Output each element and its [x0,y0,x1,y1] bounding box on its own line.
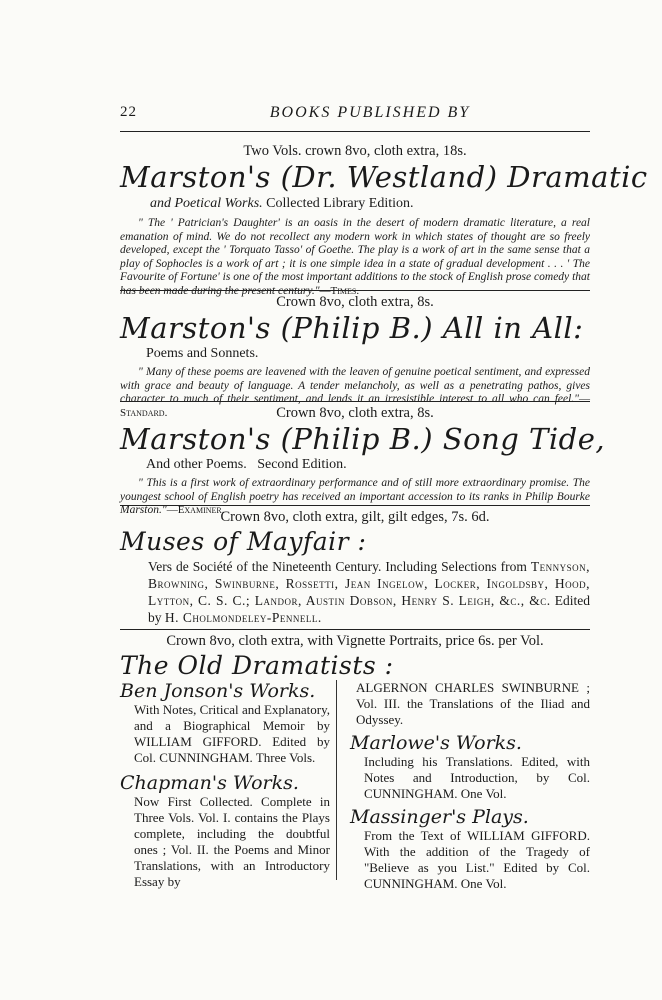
entry-title: Marston's (Philip B.) All in All: [120,311,584,345]
edited-by: Edited by [148,593,591,625]
divider-rule [120,629,590,630]
divider-rule [120,505,590,506]
entry-quote [120,217,590,299]
editor-name: H. Cholmondeley-Pennell. [164,610,322,625]
entry-marston-westland [120,142,648,299]
chapman-continued: ALGERNON CHARLES SWINBURNE ; Vol. III. the Translations of the Iliad and Odyssey. [356,680,590,727]
chapman-text: Now First Collected. Complete in Three Vols. Vol. I. contains the Plays complete, including the doubtful ones ; Vol. II. the Poems and Minor Translations, with an Introductory Essay by [134,794,330,889]
entry-format: Crown 8vo, cloth extra, with Vignette Portraits, price 6s. per Vol. [166,633,544,649]
entry-format: Crown 8vo, cloth extra, gilt, gilt edges, 7s. 6d. [220,509,490,525]
chapman-title: Chapman's Works. [120,772,299,794]
entry-subtitle: And other Poems. Second Edition. [146,457,347,472]
page-number: 22 [120,104,137,120]
entry-title: The Old Dramatists : [120,651,394,680]
divider-rule [120,290,590,291]
running-head [120,104,590,126]
entry-subtitle: Poems and Sonnets. [146,346,259,361]
divider-rule [120,401,590,402]
entry-format: Crown 8vo, cloth extra, 8s. [276,294,434,310]
entry-title: Marston's (Dr. Westland) Dramatic [120,160,648,194]
right-column [350,680,590,892]
entry-marston-song-tide [120,404,606,518]
entry-description [120,558,590,626]
column-divider [336,680,337,880]
quote-text: " The ' Patrician's Daughter' is an oasis in the desert of modern dramatic literature, a real emanation of mind. We do not recollect any modern work in which states of thought are so freely developed, except the ' Torquato Tasso' of Goethe. The play is a work of art in the same sense that a play of Sophocles is a work of art ; it is one simple idea in a state of gradual development . . . ' The Favourite of Fortune' is one of the most important additions to the stock of English prose comedy that has been made during the present century." [120,217,590,297]
marlowe-title: Marlowe's Works. [350,732,522,754]
massinger-title: Massinger's Plays. [350,806,529,828]
subtitle-rest: Collected Library Edition. [266,196,414,211]
quote-source: —Examiner. [166,504,225,517]
description-text: Vers de Société of the Nineteenth Century. Including Selections from [148,559,531,574]
jonson-text: With Notes, Critical and Explanatory, and a Biographical Memoir by WILLIAM GIFFORD. Edited by Col. CUNNINGHAM. Three Vols. [134,702,330,765]
poet-names: Tennyson, Browning, Swinburne, Rossetti, Jean Ingelow, Locker, Ingoldsby, Hood, Lytton, C. S. C.; Landor, Austin Dobson, Henry S. Leigh, &c., &c. [148,559,590,608]
jonson-title: Ben Jonson's Works. [120,680,316,702]
entry-title: Muses of Mayfair : [120,527,367,556]
entry-format: Two Vols. crown 8vo, cloth extra, 18s. [243,143,467,159]
massinger-text: From the Text of WILLIAM GIFFORD. With the addition of the Tragedy of "Believe as you List." Edited by Col. CUNNINGHAM. One Vol. [364,828,590,891]
entry-title: Marston's (Philip B.) Song Tide, [120,422,606,456]
quote-source: —Times. [319,284,360,297]
entry-muses-of-mayfair [120,508,590,626]
quote-source: —Standard. [120,393,590,419]
quote-text: " This is a first work of extraordinary performance and of still more extraordinary promise. The youngest school of English poetry has received an important accession to its ranks in Philip Bourke Marston." [120,477,590,517]
left-column [120,680,330,890]
quote-text: " Many of these poems are leavened with the leaven of genuine poetical sentiment, and expressed with grace and beauty of language. A tender melancholy, as well as a penetrating pathos, gives character to much of their sentiment, and lends it an irresistible interest to all who can feel." [120,366,590,406]
running-title: BOOKS PUBLISHED BY [269,104,471,121]
entry-format: Crown 8vo, cloth extra, 8s. [276,405,434,421]
marlowe-text: Including his Translations. Edited, with Notes and Introduction, by Col. CUNNINGHAM. One Vol. [364,754,590,801]
subtitle-italic: and Poetical Works. [150,196,263,211]
entry-old-dramatists [120,632,590,680]
header-rule [120,131,590,132]
entry-subtitle [120,195,590,213]
